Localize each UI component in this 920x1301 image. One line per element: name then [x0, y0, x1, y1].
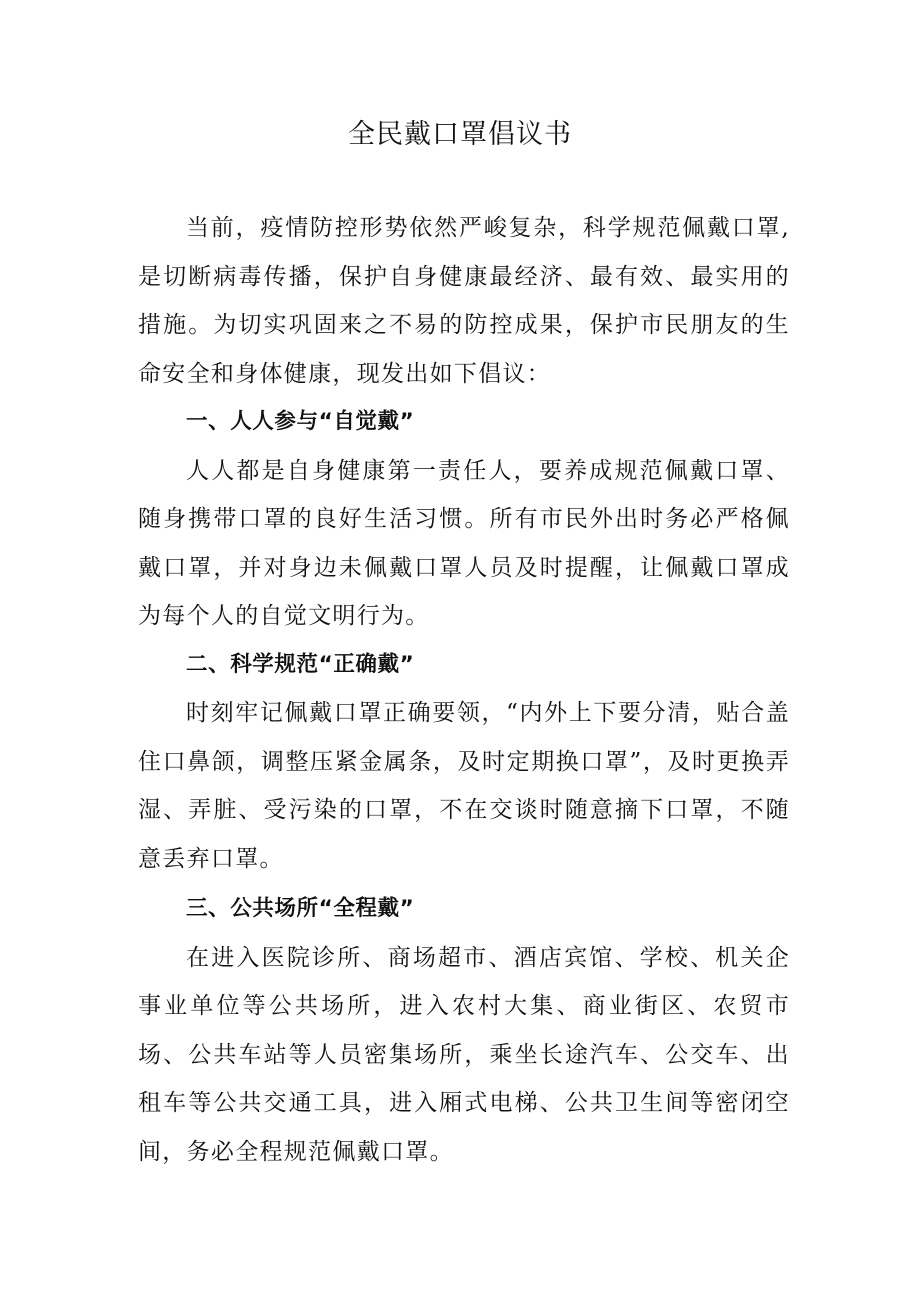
section-2-paragraph: 时刻牢记佩戴口罩正确要领，“内外上下要分清，贴合盖住口鼻颌，调整压紧金属条，及时定期换口罩”，及时更换弄湿、弄脏、受污染的口罩，不在交谈时随意摘下口罩，不随意丢弃口罩。 [138, 700, 790, 872]
section-3-paragraph: 在进入医院诊所、商场超市、酒店宾馆、学校、机关企事业单位等公共场所，进入农村大集、商业街区、农贸市场、公共车站等人员密集场所，乘坐长途汽车、公交车、出租车等公共交通工具，进入厢式电梯、公共卫生间等密闭空间，务必全程规范佩戴口罩。 [138, 944, 790, 1165]
document-body [138, 204, 790, 1176]
section-1-heading: 一、人人参与“自觉戴” [186, 409, 415, 434]
section-2-heading: 二、科学规范“正确戴” [186, 651, 415, 677]
intro-paragraph: 当前，疫情防控形势依然严峻复杂，科学规范佩戴口罩,是切断病毒传播，保护自身健康最经济、最有效、最实用的措施。为切实巩固来之不易的防控成果，保护市民朋友的生命安全和身体健康，现发出如下倡议： [138, 215, 790, 387]
document-title: 全民戴口罩倡议书 [348, 119, 572, 150]
section-3-heading: 三、公共场所“全程戴” [186, 896, 415, 921]
section-1-paragraph: 人人都是自身健康第一责任人，要养成规范佩戴口罩、随身携带口罩的良好生活习惯。所有市民外出时务必严格佩戴口罩，并对身边未佩戴口罩人员及时提醒，让佩戴口罩成为每个人的自觉文明行为。 [138, 457, 790, 629]
